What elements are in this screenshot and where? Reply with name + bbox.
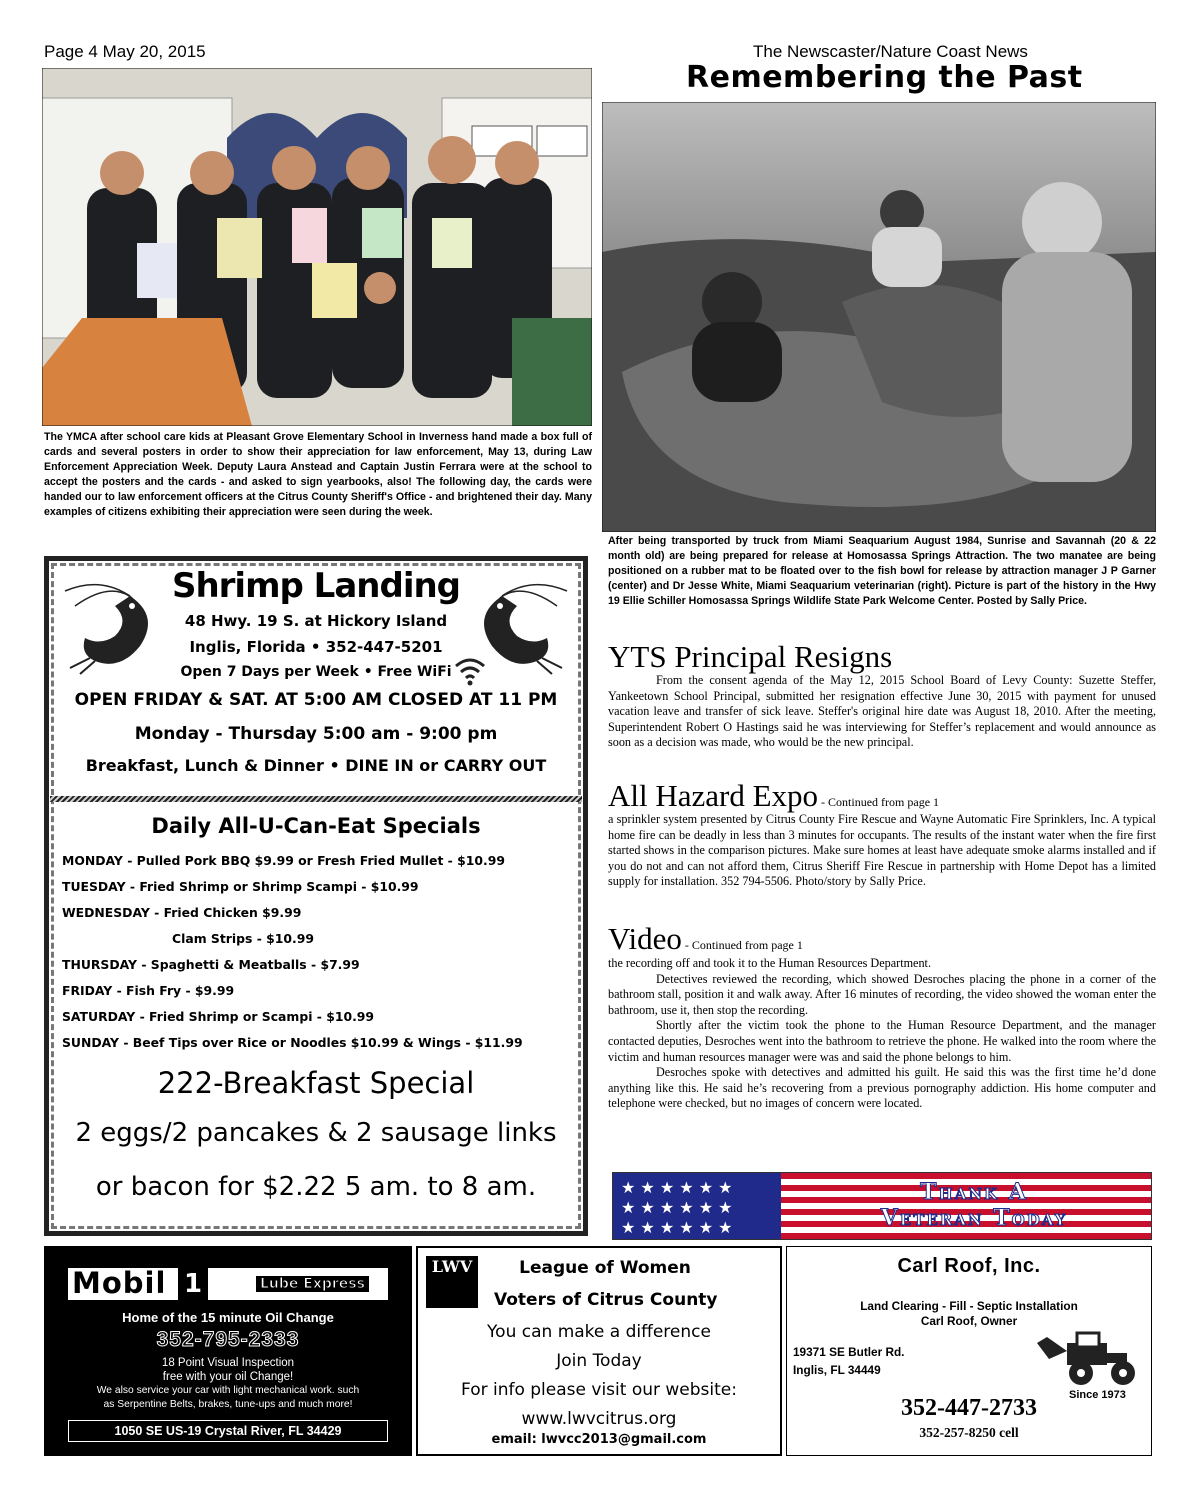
carl-address1: 19371 SE Butler Rd. [793, 1345, 905, 1359]
svg-text:★ ★ ★ ★ ★ ★: ★ ★ ★ ★ ★ ★ [621, 1218, 733, 1237]
shrimp-name: Shrimp Landing [171, 566, 461, 606]
lwv-name [494, 1252, 716, 1316]
manatee-release-image [602, 102, 1156, 532]
breakfast-line2: or bacon for $2.22 5 am. to 8 am. [95, 1172, 537, 1202]
lwv-name2: Voters of Citrus County [494, 1290, 718, 1310]
lwv-email-link[interactable]: email: lwvcc2013@gmail.com [491, 1432, 707, 1447]
special-thursday: THURSDAY - Spaghetti & Meatballs - $7.99 [62, 957, 360, 972]
veteran-line2: Veteran Today [880, 1205, 1068, 1231]
video-lead: the recording off and took it to the Human Resources Department. [608, 956, 931, 970]
yts-headline: YTS Principal Resigns [608, 639, 893, 674]
mobil-ad [44, 1246, 412, 1456]
video-paragraph: Shortly after the victim took the phone to the Human Resource Department, and the manager contacted deputies, Desroches went into the bathroom to retrieve the phone. He walked into the room where the victim and human resources manager were was and said the phone belongs to him. [608, 1018, 1156, 1064]
special-friday: FRIDAY - Fish Fry - $9.99 [62, 983, 235, 998]
special-monday: MONDAY - Pulled Pork BBQ $9.99 or Fresh Fried Mullet - $10.99 [62, 853, 505, 868]
paper-name: The Newscaster/Nature Coast News [753, 42, 1028, 61]
svg-text:★ ★ ★ ★ ★ ★: ★ ★ ★ ★ ★ ★ [621, 1198, 733, 1217]
special-wednesday-2: Clam Strips - $10.99 [172, 931, 314, 946]
lwv-body [418, 1318, 780, 1434]
breakfast-title: 222-Breakfast Special [157, 1066, 475, 1100]
lwv-website-link[interactable]: www.lwvcitrus.org [521, 1409, 677, 1429]
shrimp-mon-thu-hours: Monday - Thursday 5:00 am - 9:00 pm [134, 724, 498, 744]
mobil-tagline: Home of the 15 minute Oil Change [122, 1310, 334, 1325]
shrimp-open-days: Open 7 Days per Week • Free WiFi [180, 664, 452, 680]
mobil-address: 1050 SE US-19 Crystal River, FL 34429 [68, 1420, 388, 1442]
carl-phone: 352-447-2733 [901, 1395, 1037, 1421]
mobil-brand: Mobil [72, 1266, 167, 1300]
manatee-photo [602, 102, 1156, 532]
lwv-ad [416, 1246, 782, 1456]
shrimp-meals: Breakfast, Lunch & Dinner • DINE IN or CARRY OUT [85, 756, 547, 775]
mobil-phone: 352-795-2333 [156, 1328, 300, 1351]
carl-address [793, 1343, 904, 1379]
lwv-logo-text: LWV [431, 1257, 473, 1276]
page-label: Page 4 May 20, 2015 [44, 42, 206, 61]
mobil-line3: We also service your car with light mechanical work. such [96, 1385, 360, 1396]
veteran-line1: Thank A [920, 1179, 1028, 1205]
carl-owner: Carl Roof, Owner [920, 1314, 1018, 1328]
lwv-line2: Join Today [556, 1351, 642, 1371]
carl-name: Carl Roof, Inc. [897, 1255, 1041, 1277]
section-title: Remembering the Past [686, 60, 1083, 95]
expo-continued: - Continued from page 1 [818, 795, 940, 809]
shrimp-city-phone: Inglis, Florida • 352-447-5201 [189, 638, 443, 656]
svg-text:★ ★ ★ ★ ★ ★: ★ ★ ★ ★ ★ ★ [621, 1178, 733, 1197]
lwv-line1: You can make a difference [487, 1322, 711, 1342]
specials-title: Daily All-U-Can-Eat Specials [151, 814, 481, 838]
special-sunday: SUNDAY - Beef Tips over Rice or Noodles $10.99 & Wings - $11.99 [62, 1035, 523, 1050]
lwv-name1: League of Women [519, 1258, 691, 1278]
shrimp-address: 48 Hwy. 19 S. at Hickory Island [184, 612, 448, 630]
mobil-line1: 18 Point Visual Inspection [161, 1357, 295, 1369]
carl-roof-ad [786, 1246, 1152, 1456]
veteran-banner [612, 1172, 1152, 1240]
yts-body: From the consent agenda of the May 12, 2015 School Board of Levy County: Suzette Steffer, Yankeetown School Principal, submitted her resignation effective June 30, 2015 with payment for unused vacation leave and transfer of sick leave. Steffer's original hire date was August 18, 2010. After the meeting, Superintendent Robert O Hastings said he was interviewing for Steffer’s replacement and would announce as soon as a decision was made, who would be the new principal. [608, 673, 1156, 750]
ymca-photo [42, 68, 592, 426]
mobil-line4: as Serpentine Belts, brakes, tune-ups and much more! [103, 1399, 353, 1410]
deputies-with-cards-image [42, 68, 592, 426]
specials-list [62, 848, 578, 1056]
carl-services: Land Clearing - Fill - Septic Installation [860, 1299, 1078, 1313]
mobil-details [46, 1356, 410, 1412]
special-wednesday: WEDNESDAY - Fried Chicken $9.99 [62, 905, 302, 920]
lwv-line3: For info please visit our website: [461, 1380, 737, 1400]
breakfast-line1: 2 eggs/2 pancakes & 2 sausage links [75, 1118, 557, 1148]
ymca-caption: The YMCA after school care kids at Pleasant Grove Elementary School in Inverness hand made a box full of cards and several posters in order to show their appreciation for law enforcement, May 13, during Law Enforcement Appreciation Week. Deputy Laura Anstead and Captain Justin Ferrara were at the school to accept the posters and the cards - and asked to sign yearbooks, also! The following day, the cards were handed our to law enforcement officers at the Citrus County Sheriff's Office - and brightened their day. Many examples of citizens exhibiting their appreciation were seen during the week. [44, 431, 592, 518]
lwv-logo [426, 1256, 478, 1308]
video-headline: Video [608, 921, 682, 956]
rope-divider [50, 796, 582, 802]
mobil-brand-number: 1 [178, 1268, 208, 1300]
bulldozer-icon [1037, 1329, 1141, 1387]
video-headline-row [608, 921, 803, 960]
mobil-lube-express: Lube Express [256, 1276, 369, 1292]
expo-body: a sprinkler system presented by Citrus County Fire Rescue and Wayne Automatic Fire Sprinklers, Inc. A typical home fire can be deadly in less than 3 minutes for occupants. The results of the instant water when the fire first started shows in the comparison pictures. Make sure homes at least have adequate smoke alarms installed and if you do not and can not afford them, Citrus Sheriff Fire Rescue in partnership with Home Depot has a limited supply for installation. 352 794-5506. Photo/story by Sally Price. [608, 812, 1156, 889]
veteran-banner-text [799, 1179, 1149, 1231]
video-paragraph: Detectives reviewed the recording, which showed Desroches placing the phone in a corner of the bathroom stall, position it and walk away. After 16 minutes of recording, the video showed the woman enter the bathroom, use it, then stop the recording. [608, 971, 1156, 1017]
video-paragraph: Desroches spoke with detectives and admitted his guilt. He said this was the first time he’d done anything like this. He said he’s recovering from a previous pornography addiction. His home computer and telephone were checked, but no images of concern were located. [608, 1065, 1156, 1111]
carl-address2: Inglis, FL 34449 [793, 1363, 881, 1377]
video-article [608, 956, 1156, 1112]
expo-headline: All Hazard Expo [608, 778, 819, 813]
carl-since: Since 1973 [1069, 1389, 1126, 1401]
video-continued: - Continued from page 1 [681, 938, 803, 952]
special-tuesday: TUESDAY - Fried Shrimp or Shrimp Scampi - $10.99 [62, 879, 419, 894]
manatee-caption: After being transported by truck from Miami Seaquarium August 1984, Sunrise and Savannah (20 & 22 month old) are being prepared for release at Homosassa Springs Attraction. The two manatee are being positioned on a rubber mat to be floated over to the fish bowl for release by attraction manager J P Garner (center) and Dr Jesse White, Miami Seaquarium veterinarian (right). Picture is part of the history in the Hwy 19 Ellie Schiller Homosassa Springs Wildlife State Park Welcome Center. Posted by Sally Price. [608, 535, 1156, 607]
mobil-line2: free with your oil Change! [162, 1371, 294, 1383]
carl-services-block [787, 1299, 1151, 1329]
wifi-icon [453, 656, 487, 686]
shrimp-fri-sat-hours: OPEN FRIDAY & SAT. AT 5:00 AM CLOSED AT 11 PM [74, 690, 558, 710]
carl-cell: 352-257-8250 cell [919, 1425, 1019, 1440]
special-saturday: SATURDAY - Fried Shrimp or Scampi - $10.99 [62, 1009, 375, 1024]
yts-article [608, 673, 1156, 751]
